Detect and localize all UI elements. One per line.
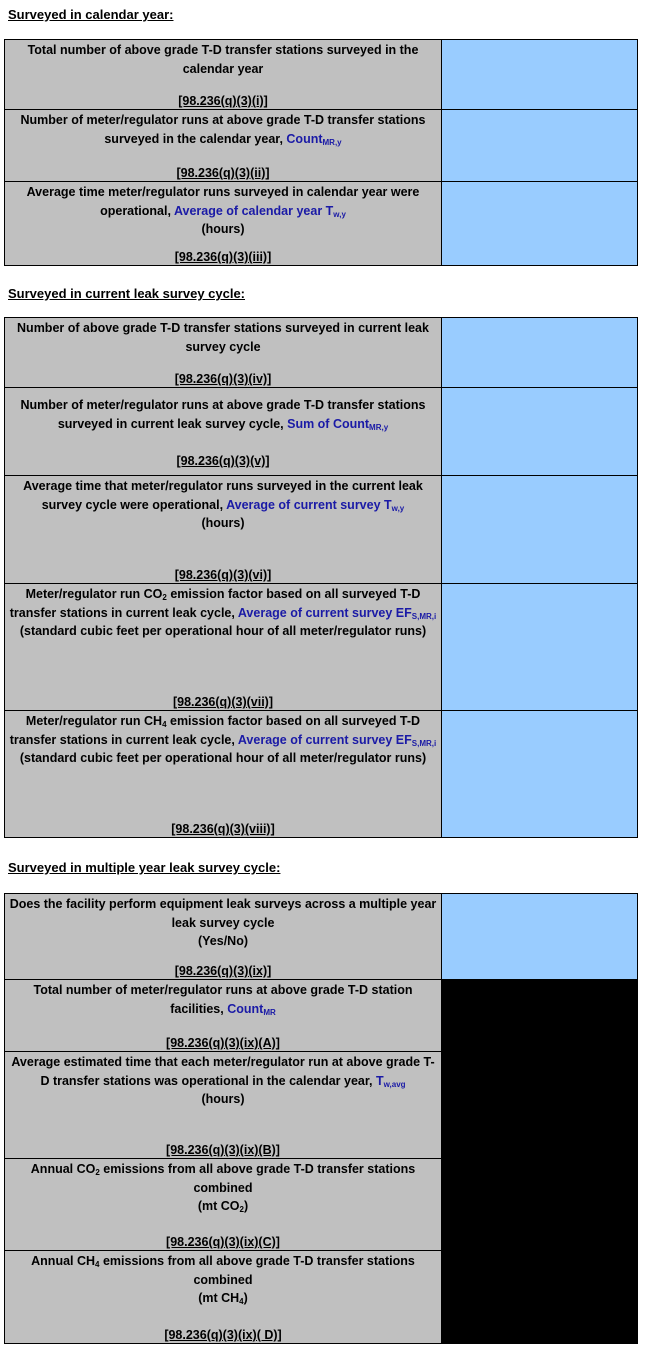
table-row [5, 182, 638, 266]
row-label [5, 1251, 442, 1344]
row-label [5, 40, 442, 110]
unit-label: (hours) [201, 1092, 245, 1106]
table-row [5, 894, 638, 980]
row-description: Average estimated time that each meter/regulator run at above grade T-D transfer stations was operational in the calendar year, [11, 1055, 435, 1088]
row-description: Number of meter/regulator runs at above grade T-D transfer stations surveyed in the calendar year, [20, 113, 426, 146]
calendar-year-table [4, 39, 638, 266]
stations-surveyed-calendar-input[interactable] [442, 40, 638, 110]
row-label [5, 980, 442, 1052]
unit-label: (standard cubic feet per operational hour of all meter/regulator runs) [19, 751, 427, 765]
section-heading-multi-year: Surveyed in multiple year leak survey cycle: [8, 860, 281, 875]
meter-runs-calendar-input[interactable] [442, 110, 638, 182]
row-label [5, 182, 442, 266]
variable-name: Count$_{MR,y}$ [286, 131, 342, 147]
unit-label: (Yes/No) [197, 934, 248, 948]
regulation-reference: [98.236(q)(3)(viii)] [171, 822, 275, 836]
table-row [5, 1251, 638, 1344]
unit-label: (standard cubic feet per operational hour of all meter/regulator runs) [19, 624, 427, 638]
row-description: Annual $CH_4$ emissions from all above grade T-D transfer stations combined [31, 1254, 415, 1287]
regulation-reference: [98.236(q)(3)(v)] [176, 454, 270, 468]
table-row [5, 110, 638, 182]
unit-label: (mt $CH_4$) [198, 1291, 248, 1306]
row-description: Meter/regulator run $CO_2$ emission factor based on all surveyed T-D transfer stations in current leak cycle, [9, 587, 421, 620]
table-row [5, 1052, 638, 1159]
regulation-reference: [98.236(q)(3)(vi)] [174, 568, 272, 582]
row-description: Average time meter/regulator runs surveyed in calendar year were operational, [26, 185, 420, 218]
row-label [5, 388, 442, 476]
row-description: Annual $CO_2$ emissions from all above grade T-D transfer stations combined [30, 1162, 416, 1195]
variable-name: Average of current survey $EF_{S,MR,i}$ [237, 605, 437, 621]
table-row [5, 476, 638, 584]
avg-time-calendar-input[interactable] [442, 182, 638, 266]
unit-label: (hours) [201, 516, 245, 530]
disabled-cell [442, 980, 638, 1052]
variable-name: Sum of Count$_{MR,y}$ [287, 416, 389, 432]
row-label [5, 110, 442, 182]
multi-year-table [4, 893, 638, 1344]
disabled-cell [442, 1251, 638, 1344]
unit-label: (hours) [201, 222, 245, 236]
section-heading-calendar-year: Surveyed in calendar year: [8, 7, 174, 22]
regulation-reference: [98.236(q)(3)(ii)] [176, 166, 270, 180]
row-description: Does the facility perform equipment leak surveys across a multiple year leak survey cycle [9, 897, 437, 930]
table-row [5, 318, 638, 388]
ch4-emission-factor-input[interactable] [442, 711, 638, 838]
row-description: Total number of above grade T-D transfer stations surveyed in the calendar year [27, 43, 419, 76]
stations-surveyed-current-input[interactable] [442, 318, 638, 388]
regulation-reference: [98.236(q)(3)(vii)] [172, 695, 274, 709]
multi-year-survey-yes-no-input[interactable] [442, 894, 638, 980]
row-label [5, 711, 442, 838]
regulation-reference: [98.236(q)(3)(iv)] [174, 372, 272, 386]
table-row [5, 1159, 638, 1251]
regulation-reference: [98.236(q)(3)(iii)] [174, 250, 272, 264]
table-row [5, 980, 638, 1052]
section-heading-current-cycle: Surveyed in current leak survey cycle: [8, 286, 246, 301]
regulation-reference: [98.236(q)(3)(ix)( D)] [164, 1328, 282, 1342]
table-row [5, 584, 638, 711]
co2-emission-factor-input[interactable] [442, 584, 638, 711]
table-row [5, 40, 638, 110]
row-description: Average time that meter/regulator runs surveyed in the current leak survey cycle were operational, [23, 479, 423, 512]
variable-name: Average of current survey $EF_{S,MR,i}$ [237, 732, 437, 748]
row-label [5, 584, 442, 711]
current-cycle-table [4, 317, 638, 838]
regulation-reference: [98.236(q)(3)(ix)(C)] [166, 1235, 280, 1249]
regulation-reference: [98.236(q)(3)(ix)(B)] [166, 1143, 280, 1157]
row-description: Meter/regulator run $CH_4$ emission factor based on all surveyed T-D transfer stations in current leak cycle, [9, 714, 421, 747]
variable-name: $T_{w,avg}$ [375, 1073, 406, 1089]
regulation-reference: [98.236(q)(3)(ix)] [174, 964, 272, 978]
row-description: Number of above grade T-D transfer stations surveyed in current leak survey cycle [17, 321, 429, 354]
avg-time-current-input[interactable] [442, 476, 638, 584]
row-description: Total number of meter/regulator runs at above grade T-D station facilities, [33, 983, 413, 1016]
variable-name: Count$_{MR}$ [227, 1001, 276, 1017]
row-label [5, 476, 442, 584]
meter-runs-current-input[interactable] [442, 388, 638, 476]
unit-label: (mt $CO_2$) [197, 1199, 249, 1214]
table-row [5, 388, 638, 476]
disabled-cell [442, 1052, 638, 1159]
row-label [5, 1159, 442, 1251]
regulation-reference: [98.236(q)(3)(i)] [178, 94, 268, 108]
row-label [5, 318, 442, 388]
regulation-reference: [98.236(q)(3)(ix)(A)] [166, 1036, 280, 1050]
table-row [5, 711, 638, 838]
variable-name: Average of current survey $T_{w,y}$ [226, 497, 405, 513]
disabled-cell [442, 1159, 638, 1251]
row-description: Number of meter/regulator runs at above grade T-D transfer stations surveyed in current leak survey cycle, [20, 398, 426, 431]
row-label [5, 1052, 442, 1159]
row-label [5, 894, 442, 980]
variable-name: Average of calendar year $T_{w,y}$ [173, 203, 346, 219]
